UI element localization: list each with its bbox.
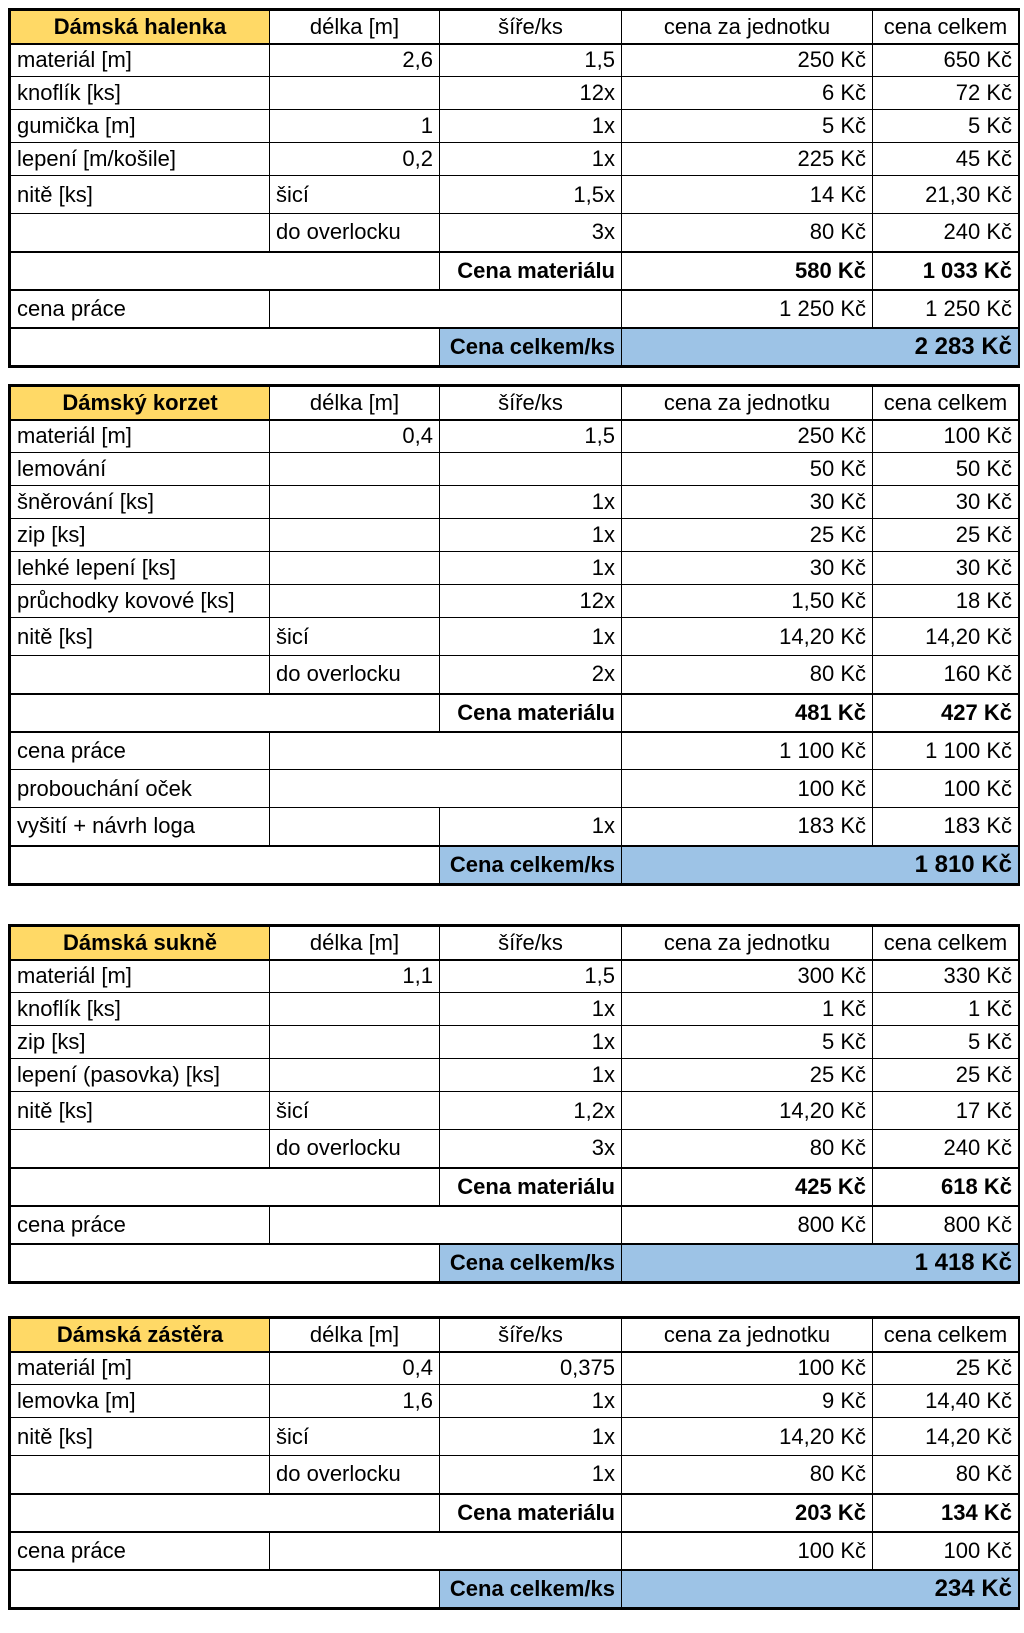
item-total-price: 5 Kč xyxy=(873,110,1019,143)
grand-total-row xyxy=(11,328,1019,366)
item-row xyxy=(11,176,1019,214)
item-row xyxy=(11,519,1019,552)
extra-name: vyšití + návrh loga xyxy=(11,808,270,846)
column-header: délka [m] xyxy=(270,11,440,44)
item-length xyxy=(270,1026,440,1059)
column-header: cena celkem xyxy=(873,1319,1019,1352)
grand-total-label: Cena celkem/ks xyxy=(440,1244,622,1282)
item-width: 2x xyxy=(440,656,622,694)
header-row xyxy=(11,1319,1019,1352)
item-width: 1,5 xyxy=(440,44,622,77)
extra-row xyxy=(11,732,1019,770)
item-unit-price: 9 Kč xyxy=(622,1385,873,1418)
column-header: cena za jednotku xyxy=(622,387,873,420)
extra-unit-price: 1 250 Kč xyxy=(622,290,873,328)
item-subtype: do overlocku xyxy=(270,656,440,694)
material-label: Cena materiálu xyxy=(440,694,622,732)
blank-cell xyxy=(270,1532,622,1570)
extra-row xyxy=(11,770,1019,808)
item-unit-price: 250 Kč xyxy=(622,420,873,453)
table-title: Dámská zástěra xyxy=(11,1319,270,1352)
item-total-price: 17 Kč xyxy=(873,1092,1019,1130)
item-unit-price: 6 Kč xyxy=(622,77,873,110)
item-width: 3x xyxy=(440,214,622,252)
item-total-price: 5 Kč xyxy=(873,1026,1019,1059)
column-header: šíře/ks xyxy=(440,927,622,960)
item-name: materiál [m] xyxy=(11,44,270,77)
item-total-price: 18 Kč xyxy=(873,585,1019,618)
material-label: Cena materiálu xyxy=(440,1168,622,1206)
item-width: 1x xyxy=(440,1059,622,1092)
material-total-row xyxy=(11,252,1019,290)
extra-row xyxy=(11,1206,1019,1244)
item-width: 1x xyxy=(440,1026,622,1059)
item-name: průchodky kovové [ks] xyxy=(11,585,270,618)
blank-cell xyxy=(270,732,622,770)
item-name xyxy=(11,1456,270,1494)
blank-cell xyxy=(11,252,440,290)
material-total-row xyxy=(11,1168,1019,1206)
item-name: knoflík [ks] xyxy=(11,993,270,1026)
item-unit-price: 80 Kč xyxy=(622,656,873,694)
item-name: nitě [ks] xyxy=(11,1418,270,1456)
item-total-price: 25 Kč xyxy=(873,1352,1019,1385)
item-row xyxy=(11,1130,1019,1168)
column-header: cena celkem xyxy=(873,387,1019,420)
item-total-price: 72 Kč xyxy=(873,77,1019,110)
item-subtype: šicí xyxy=(270,618,440,656)
item-length xyxy=(270,486,440,519)
extra-total-price: 183 Kč xyxy=(873,808,1019,846)
item-length: 0,2 xyxy=(270,143,440,176)
extra-total-price: 800 Kč xyxy=(873,1206,1019,1244)
price-table xyxy=(10,386,1019,884)
item-name: nitě [ks] xyxy=(11,176,270,214)
item-row xyxy=(11,214,1019,252)
item-total-price: 25 Kč xyxy=(873,519,1019,552)
item-row xyxy=(11,1352,1019,1385)
extra-name: cena práce xyxy=(11,290,270,328)
item-total-price: 50 Kč xyxy=(873,453,1019,486)
item-row xyxy=(11,486,1019,519)
column-header: délka [m] xyxy=(270,1319,440,1352)
table-title: Dámská halenka xyxy=(11,11,270,44)
item-unit-price: 1 Kč xyxy=(622,993,873,1026)
item-length xyxy=(270,585,440,618)
item-length xyxy=(270,1059,440,1092)
blank-cell xyxy=(270,290,622,328)
extra-row xyxy=(11,808,1019,846)
material-total-sum: 618 Kč xyxy=(873,1168,1019,1206)
item-row xyxy=(11,77,1019,110)
item-length: 2,6 xyxy=(270,44,440,77)
material-label: Cena materiálu xyxy=(440,1494,622,1532)
item-width: 12x xyxy=(440,585,622,618)
item-row xyxy=(11,552,1019,585)
grand-total-row xyxy=(11,846,1019,884)
item-width: 1,5 xyxy=(440,420,622,453)
item-total-price: 100 Kč xyxy=(873,420,1019,453)
item-name: lepení (pasovka) [ks] xyxy=(11,1059,270,1092)
extra-name: probouchání oček xyxy=(11,770,270,808)
item-row xyxy=(11,993,1019,1026)
item-name: materiál [m] xyxy=(11,420,270,453)
material-total-row xyxy=(11,1494,1019,1532)
item-row xyxy=(11,618,1019,656)
item-width xyxy=(440,453,622,486)
item-unit-price: 14,20 Kč xyxy=(622,1092,873,1130)
item-row xyxy=(11,1026,1019,1059)
item-unit-price: 5 Kč xyxy=(622,110,873,143)
column-header: délka [m] xyxy=(270,927,440,960)
item-width: 3x xyxy=(440,1130,622,1168)
item-total-price: 14,40 Kč xyxy=(873,1385,1019,1418)
item-width: 1,5x xyxy=(440,176,622,214)
column-header: šíře/ks xyxy=(440,1319,622,1352)
item-length xyxy=(270,453,440,486)
item-unit-price: 30 Kč xyxy=(622,486,873,519)
item-name: nitě [ks] xyxy=(11,618,270,656)
header-row xyxy=(11,11,1019,44)
item-name xyxy=(11,656,270,694)
item-length xyxy=(270,993,440,1026)
item-width: 1,5 xyxy=(440,960,622,993)
item-length: 1,1 xyxy=(270,960,440,993)
table-title: Dámský korzet xyxy=(11,387,270,420)
item-total-price: 45 Kč xyxy=(873,143,1019,176)
blank-cell xyxy=(270,808,440,846)
header-row xyxy=(11,927,1019,960)
item-subtype: šicí xyxy=(270,1418,440,1456)
item-row xyxy=(11,585,1019,618)
grand-total-row xyxy=(11,1570,1019,1608)
item-total-price: 30 Kč xyxy=(873,486,1019,519)
grand-total-value: 234 Kč xyxy=(622,1570,1019,1608)
blank-cell xyxy=(270,770,622,808)
item-width: 0,375 xyxy=(440,1352,622,1385)
item-width: 1x xyxy=(440,1418,622,1456)
extra-name: cena práce xyxy=(11,1206,270,1244)
item-unit-price: 80 Kč xyxy=(622,214,873,252)
column-header: cena za jednotku xyxy=(622,11,873,44)
grand-total-label: Cena celkem/ks xyxy=(440,328,622,366)
item-name: nitě [ks] xyxy=(11,1092,270,1130)
header-row xyxy=(11,387,1019,420)
item-length xyxy=(270,519,440,552)
extra-name: cena práce xyxy=(11,732,270,770)
item-unit-price: 225 Kč xyxy=(622,143,873,176)
item-unit-price: 5 Kč xyxy=(622,1026,873,1059)
item-name: lepení [m/košile] xyxy=(11,143,270,176)
column-header: cena za jednotku xyxy=(622,927,873,960)
column-header: šíře/ks xyxy=(440,387,622,420)
item-total-price: 25 Kč xyxy=(873,1059,1019,1092)
price-table xyxy=(10,10,1019,366)
item-unit-price: 25 Kč xyxy=(622,1059,873,1092)
item-name: lehké lepení [ks] xyxy=(11,552,270,585)
item-width: 1x xyxy=(440,1456,622,1494)
blank-cell xyxy=(11,846,440,884)
item-name xyxy=(11,214,270,252)
material-unit-sum: 580 Kč xyxy=(622,252,873,290)
blank-cell xyxy=(11,1570,440,1608)
extra-unit-price: 183 Kč xyxy=(622,808,873,846)
item-row xyxy=(11,420,1019,453)
item-subtype: šicí xyxy=(270,1092,440,1130)
item-unit-price: 14,20 Kč xyxy=(622,618,873,656)
item-name: lemování xyxy=(11,453,270,486)
extra-count: 1x xyxy=(440,808,622,846)
column-header: šíře/ks xyxy=(440,11,622,44)
item-name: materiál [m] xyxy=(11,960,270,993)
item-row xyxy=(11,656,1019,694)
item-width: 1,2x xyxy=(440,1092,622,1130)
material-total-row xyxy=(11,694,1019,732)
price-table xyxy=(10,926,1019,1282)
item-name: zip [ks] xyxy=(11,519,270,552)
material-unit-sum: 425 Kč xyxy=(622,1168,873,1206)
extra-total-price: 100 Kč xyxy=(873,1532,1019,1570)
item-unit-price: 30 Kč xyxy=(622,552,873,585)
item-length xyxy=(270,77,440,110)
blank-cell xyxy=(11,1494,440,1532)
item-width: 1x xyxy=(440,486,622,519)
material-unit-sum: 481 Kč xyxy=(622,694,873,732)
column-header: cena celkem xyxy=(873,927,1019,960)
item-unit-price: 80 Kč xyxy=(622,1456,873,1494)
item-subtype: do overlocku xyxy=(270,1130,440,1168)
grand-total-label: Cena celkem/ks xyxy=(440,1570,622,1608)
item-row xyxy=(11,143,1019,176)
item-unit-price: 14 Kč xyxy=(622,176,873,214)
blank-cell xyxy=(11,1244,440,1282)
item-unit-price: 14,20 Kč xyxy=(622,1418,873,1456)
item-width: 1x xyxy=(440,519,622,552)
item-unit-price: 100 Kč xyxy=(622,1352,873,1385)
item-total-price: 14,20 Kč xyxy=(873,618,1019,656)
item-width: 1x xyxy=(440,618,622,656)
item-total-price: 21,30 Kč xyxy=(873,176,1019,214)
item-length: 0,4 xyxy=(270,420,440,453)
item-length xyxy=(270,552,440,585)
item-row xyxy=(11,453,1019,486)
item-unit-price: 25 Kč xyxy=(622,519,873,552)
price-table xyxy=(10,1318,1019,1608)
item-subtype: do overlocku xyxy=(270,214,440,252)
table-title: Dámská sukně xyxy=(11,927,270,960)
extra-total-price: 1 250 Kč xyxy=(873,290,1019,328)
blank-cell xyxy=(11,328,440,366)
extra-unit-price: 100 Kč xyxy=(622,770,873,808)
item-width: 1x xyxy=(440,552,622,585)
extra-total-price: 1 100 Kč xyxy=(873,732,1019,770)
blank-cell xyxy=(11,694,440,732)
price-table-block xyxy=(8,384,1020,886)
material-total-sum: 1 033 Kč xyxy=(873,252,1019,290)
grand-total-value: 1 418 Kč xyxy=(622,1244,1019,1282)
item-width: 12x xyxy=(440,77,622,110)
item-row xyxy=(11,1385,1019,1418)
column-header: cena za jednotku xyxy=(622,1319,873,1352)
extra-unit-price: 1 100 Kč xyxy=(622,732,873,770)
material-label: Cena materiálu xyxy=(440,252,622,290)
grand-total-value: 2 283 Kč xyxy=(622,328,1019,366)
grand-total-row xyxy=(11,1244,1019,1282)
extra-total-price: 100 Kč xyxy=(873,770,1019,808)
item-total-price: 1 Kč xyxy=(873,993,1019,1026)
extra-name: cena práce xyxy=(11,1532,270,1570)
item-subtype: šicí xyxy=(270,176,440,214)
item-unit-price: 80 Kč xyxy=(622,1130,873,1168)
item-row xyxy=(11,1456,1019,1494)
item-total-price: 30 Kč xyxy=(873,552,1019,585)
item-width: 1x xyxy=(440,1385,622,1418)
item-row xyxy=(11,1092,1019,1130)
item-unit-price: 50 Kč xyxy=(622,453,873,486)
item-row xyxy=(11,110,1019,143)
item-name: šněrování [ks] xyxy=(11,486,270,519)
material-total-sum: 134 Kč xyxy=(873,1494,1019,1532)
extra-unit-price: 800 Kč xyxy=(622,1206,873,1244)
item-total-price: 330 Kč xyxy=(873,960,1019,993)
item-name xyxy=(11,1130,270,1168)
grand-total-value: 1 810 Kč xyxy=(622,846,1019,884)
item-row xyxy=(11,960,1019,993)
item-name: gumička [m] xyxy=(11,110,270,143)
item-length: 1,6 xyxy=(270,1385,440,1418)
price-table-block xyxy=(8,924,1020,1284)
item-unit-price: 1,50 Kč xyxy=(622,585,873,618)
item-total-price: 160 Kč xyxy=(873,656,1019,694)
item-width: 1x xyxy=(440,993,622,1026)
item-total-price: 240 Kč xyxy=(873,214,1019,252)
item-name: knoflík [ks] xyxy=(11,77,270,110)
item-total-price: 14,20 Kč xyxy=(873,1418,1019,1456)
item-row xyxy=(11,44,1019,77)
item-width: 1x xyxy=(440,110,622,143)
material-unit-sum: 203 Kč xyxy=(622,1494,873,1532)
price-table-block xyxy=(8,8,1020,368)
item-unit-price: 300 Kč xyxy=(622,960,873,993)
item-name: materiál [m] xyxy=(11,1352,270,1385)
price-table-block xyxy=(8,1316,1020,1610)
item-total-price: 80 Kč xyxy=(873,1456,1019,1494)
blank-cell xyxy=(11,1168,440,1206)
column-header: délka [m] xyxy=(270,387,440,420)
extra-row xyxy=(11,1532,1019,1570)
item-unit-price: 250 Kč xyxy=(622,44,873,77)
column-header: cena celkem xyxy=(873,11,1019,44)
blank-cell xyxy=(270,1206,622,1244)
grand-total-label: Cena celkem/ks xyxy=(440,846,622,884)
item-row xyxy=(11,1059,1019,1092)
item-row xyxy=(11,1418,1019,1456)
item-total-price: 240 Kč xyxy=(873,1130,1019,1168)
item-name: lemovka [m] xyxy=(11,1385,270,1418)
item-length: 1 xyxy=(270,110,440,143)
item-subtype: do overlocku xyxy=(270,1456,440,1494)
material-total-sum: 427 Kč xyxy=(873,694,1019,732)
item-name: zip [ks] xyxy=(11,1026,270,1059)
extra-row xyxy=(11,290,1019,328)
item-length: 0,4 xyxy=(270,1352,440,1385)
extra-unit-price: 100 Kč xyxy=(622,1532,873,1570)
item-total-price: 650 Kč xyxy=(873,44,1019,77)
item-width: 1x xyxy=(440,143,622,176)
